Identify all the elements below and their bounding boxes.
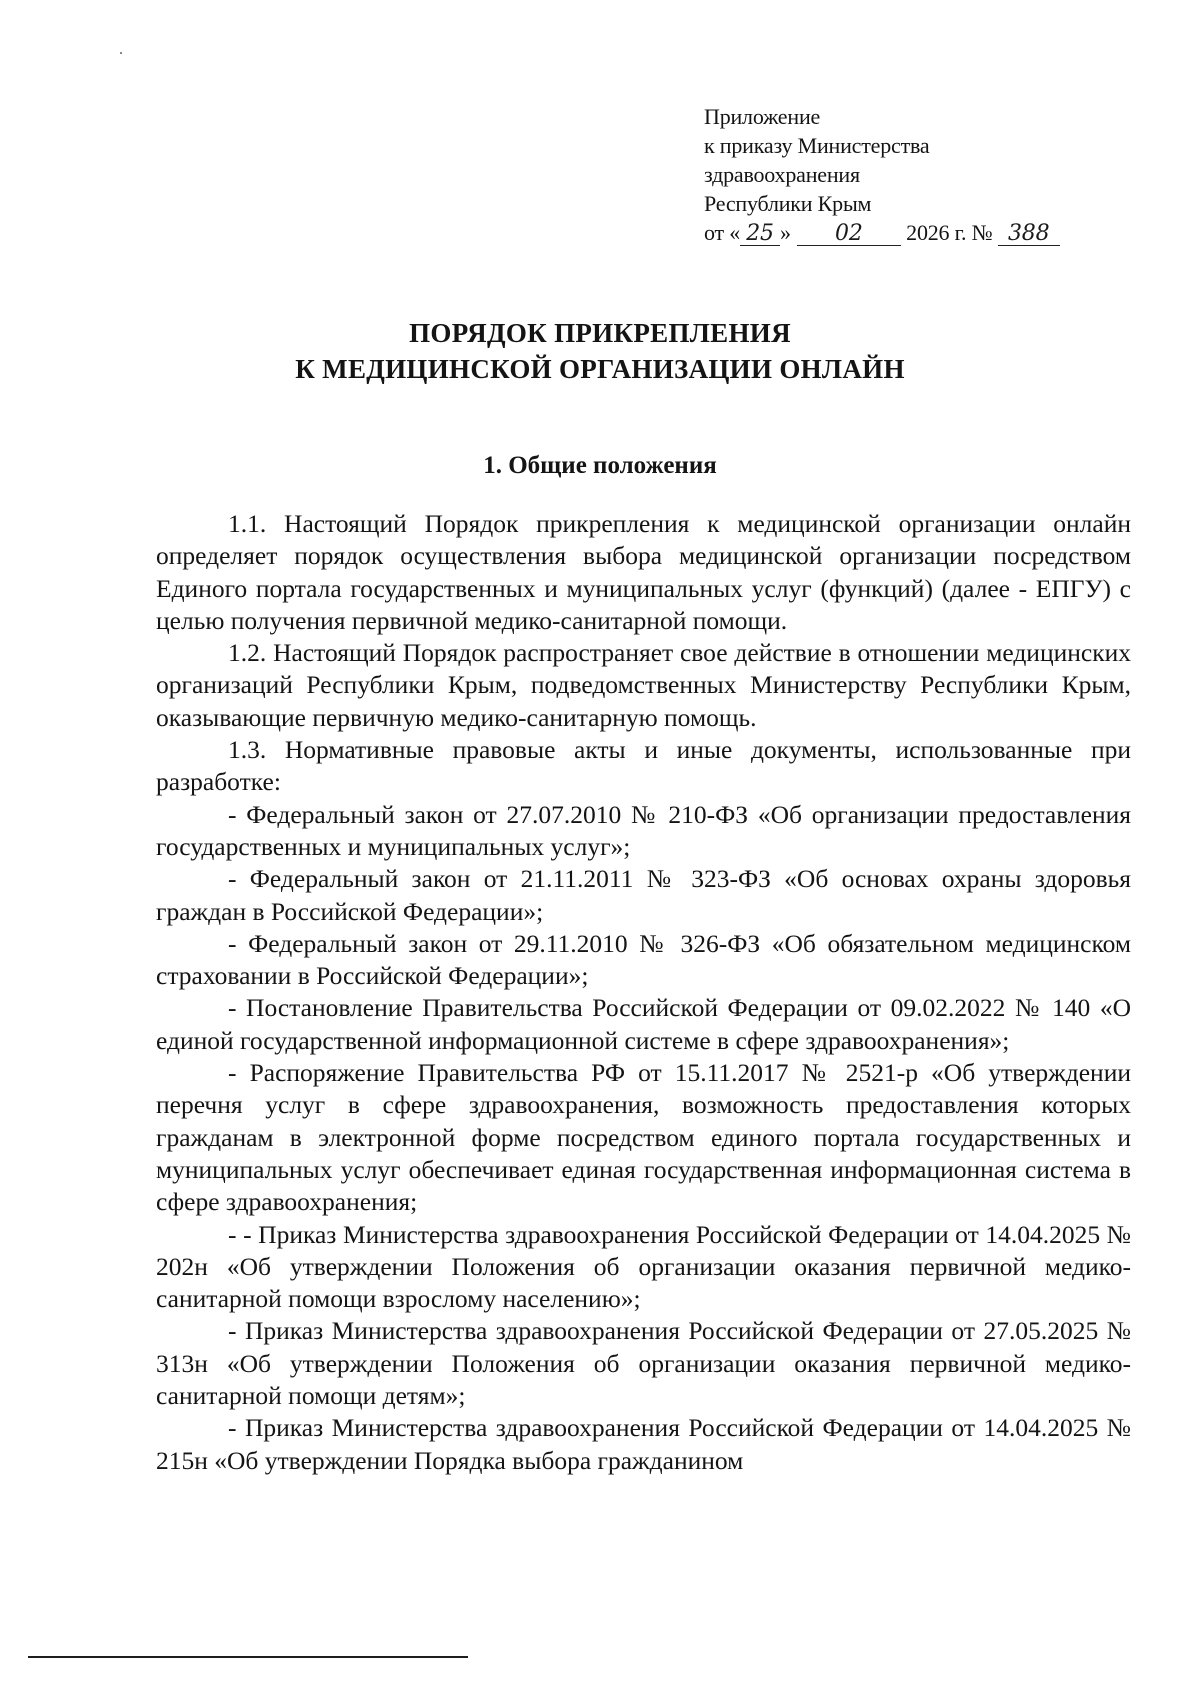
date-day: 25 <box>740 223 780 246</box>
list-item-law-326: - Федеральный закон от 29.11.2010 № 326-ФЗ «Об обязательном медицинском страховании в Российской Федерации»; <box>156 928 1131 991</box>
list-item-order-202n: - - Приказ Министерства здравоохранения Российской Федерации от 14.04.2025 № 202н «Об утверждении Положения об организации оказания первичной медико-санитарной помощи взрослому населению»; <box>156 1219 1131 1314</box>
list-item-order-215n: - Приказ Министерства здравоохранения Российской Федерации от 14.04.2025 № 215н «Об утверждении Порядка выбора гражданином <box>156 1413 1131 1475</box>
date-year: 2026 г. № <box>906 220 993 245</box>
title-line-1: ПОРЯДОК ПРИКРЕПЛЕНИЯ <box>409 318 791 348</box>
paragraph-1-2: 1.2. Настоящий Порядок распространяет свое действие в отношении медицинских организаций Республики Крым, подведомственных Министерству Республики Крым, оказывающие первичную медико-санитарную помощь. <box>156 638 1131 732</box>
list-item-order-2521: - Распоряжение Правительства РФ от 15.11.2017 № 2521-р «Об утверждении перечня услуг в сфере здравоохранения, возможность предоставления которых гражданам в электронной форме посредством единого портала государственных и муниципальных услуг обеспечивает единая государственная информационная система в сфере здравоохранения; <box>156 1058 1131 1217</box>
annex-line-4: Республики Крым <box>704 191 872 216</box>
date-month: 02 <box>797 223 901 246</box>
section-heading: 1. Общие положения <box>483 452 717 479</box>
title-line-2: К МЕДИЦИНСКОЙ ОРГАНИЗАЦИИ ОНЛАЙН <box>295 354 905 384</box>
paragraph-1-1: 1.1. Настоящий Порядок прикрепления к медицинской организации онлайн определяет порядок осуществления выбора медицинской организации посредством Единого портала государственных и муниципальных услуг (функций) (далее - ЕПГУ) с целью получения первичной медико-санитарной помощи. <box>156 509 1131 635</box>
order-number: 388 <box>998 223 1060 246</box>
date-prefix: от « <box>704 220 741 245</box>
footnote-divider <box>28 1656 468 1658</box>
annex-block <box>704 102 1144 247</box>
annex-line-1: Приложение <box>704 104 821 129</box>
paragraph-1-3: 1.3. Нормативные правовые акты и иные документы, использованные при разработке: <box>156 735 1131 797</box>
list-item-order-313n: - Приказ Министерства здравоохранения Российской Федерации от 27.05.2025 № 313н «Об утверждении Положения об организации оказания первичной медико-санитарной помощи детям»; <box>156 1316 1131 1411</box>
annex-date-line <box>704 218 1144 247</box>
list-item-law-210: - Федеральный закон от 27.07.2010 № 210-ФЗ «Об организации предоставления государственных и муниципальных услуг»; <box>156 799 1131 861</box>
date-quote-close: » <box>780 220 791 245</box>
document-body <box>156 508 1131 1477</box>
document-title <box>0 315 1200 387</box>
list-item-resolution-140: - Постановление Правительства Российской Федерации от 09.02.2022 № 140 «О единой государственной информационной системе в сфере здравоохранения»; <box>156 993 1131 1055</box>
annex-line-3: здравоохранения <box>704 162 860 187</box>
annex-line-2: к приказу Министерства <box>704 133 930 158</box>
scan-speck <box>120 52 122 54</box>
list-item-law-323: - Федеральный закон от 21.11.2011 № 323-ФЗ «Об основах охраны здоровья граждан в Российской Федерации»; <box>156 864 1131 926</box>
